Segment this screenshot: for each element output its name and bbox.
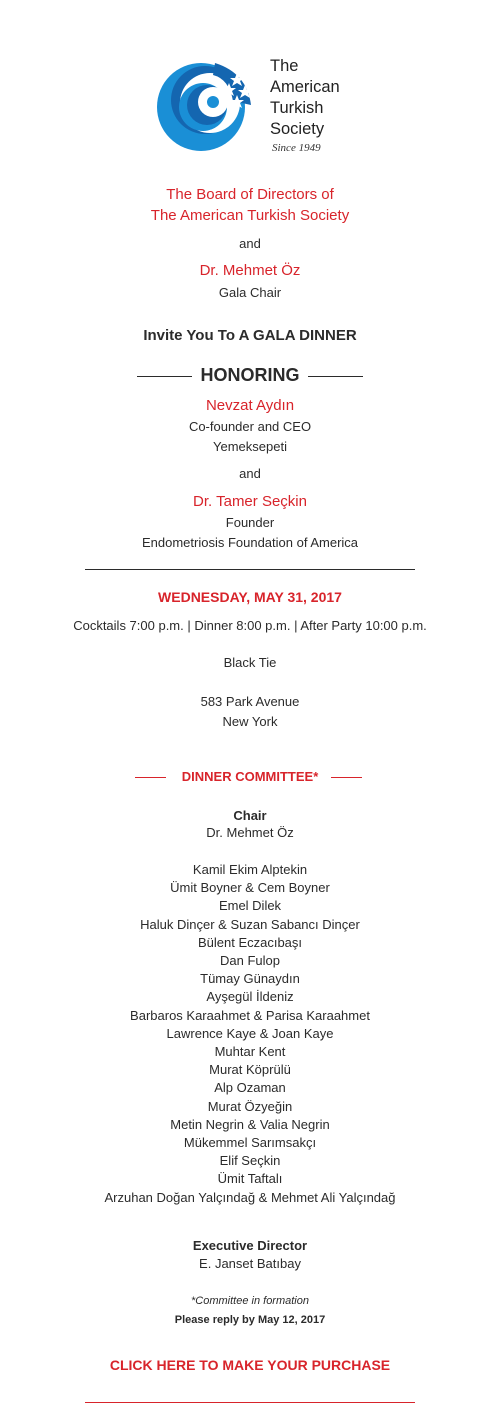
address-line-2: New York [222, 714, 278, 729]
committee-divider-right [331, 777, 362, 778]
footer-divider [85, 1402, 415, 1403]
logo-line-2: American [270, 78, 340, 96]
committee-member: Alp Ozaman [214, 1080, 286, 1096]
honoree-1-title: Co-founder and CEO [188, 419, 312, 434]
committee-member: Elif Seçkin [219, 1153, 281, 1169]
logo-line-1: The [270, 57, 299, 75]
committee-member: Muhtar Kent [214, 1044, 286, 1059]
exec-director-label: Executive Director [192, 1238, 308, 1253]
committee-member: Ümit Taftalı [217, 1171, 283, 1187]
committee-member: Murat Özyeğin [207, 1098, 293, 1114]
board-line-2: The American Turkish Society [150, 207, 350, 224]
logo-line-3: Turkish [270, 99, 324, 117]
honoree-2-org: Endometriosis Foundation of America [141, 535, 359, 550]
committee-member: Barbaros Karaahmet & Parisa Karaahmet [130, 1007, 370, 1023]
gala-chair-name: Dr. Mehmet Öz [199, 262, 301, 279]
purchase-link-wrap [0, 1357, 500, 1373]
honoring-heading: HONORING [200, 365, 300, 385]
purchase-link[interactable]: CLICK HERE TO MAKE YOUR PURCHASE [109, 1357, 391, 1373]
dress-code: Black Tie [223, 655, 277, 670]
committee-member: Metin Negrin & Valia Negrin [170, 1116, 330, 1132]
gala-chair-title: Gala Chair [218, 285, 282, 300]
invite-heading: Invite You To A GALA DINNER [143, 327, 357, 344]
logo-line-4: Society [270, 120, 325, 138]
and-text: and [239, 236, 261, 251]
honoree-1-org: Yemeksepeti [213, 439, 287, 454]
honorees-and: and [239, 466, 261, 481]
committee-note: *Committee in formation [191, 1295, 309, 1307]
committee-member: Emel Dilek [218, 898, 282, 914]
honoree-2-title: Founder [225, 515, 275, 530]
committee-chair-label: Chair [233, 808, 267, 823]
reply-note: Please reply by May 12, 2017 [174, 1314, 326, 1326]
committee-member: Dan Fulop [220, 953, 280, 968]
crescent-stars-icon [155, 55, 255, 155]
committee-member: Lawrence Kaye & Joan Kaye [166, 1025, 334, 1041]
committee-member: Ümit Boyner & Cem Boyner [170, 880, 330, 896]
address-line-1: 583 Park Avenue [200, 694, 300, 709]
event-date: WEDNESDAY, MAY 31, 2017 [158, 589, 342, 605]
section-divider [85, 569, 415, 570]
committee-chair-name: Dr. Mehmet Öz [206, 825, 294, 840]
committee-member: Ayşegül İldeniz [206, 989, 294, 1005]
committee-member: Murat Köprülü [209, 1062, 291, 1078]
board-line-1: The Board of Directors of [166, 186, 334, 203]
honoree-2-name: Dr. Tamer Seçkin [193, 493, 307, 510]
committee-member: Arzuhan Doğan Yalçındağ & Mehmet Ali Yalçındağ [104, 1189, 396, 1205]
honoree-1-name: Nevzat Aydın [205, 397, 295, 414]
logo-since: Since 1949 [272, 142, 321, 154]
divider-right [308, 376, 363, 377]
committee-member: Mükemmel Sarımsakçı [183, 1135, 317, 1150]
committee-heading: DINNER COMMITTEE* [181, 769, 319, 784]
committee-member: Kamil Ekim Alptekin [192, 862, 308, 877]
exec-director-name: E. Janset Batıbay [199, 1256, 301, 1271]
committee-member: Haluk Dinçer & Suzan Sabancı Dinçer [140, 916, 360, 932]
committee-member: Bülent Eczacıbaşı [197, 934, 303, 950]
event-schedule: Cocktails 7:00 p.m. | Dinner 8:00 p.m. | After Party 10:00 p.m. [73, 618, 427, 633]
committee-member: Tümay Günaydın [200, 971, 300, 987]
